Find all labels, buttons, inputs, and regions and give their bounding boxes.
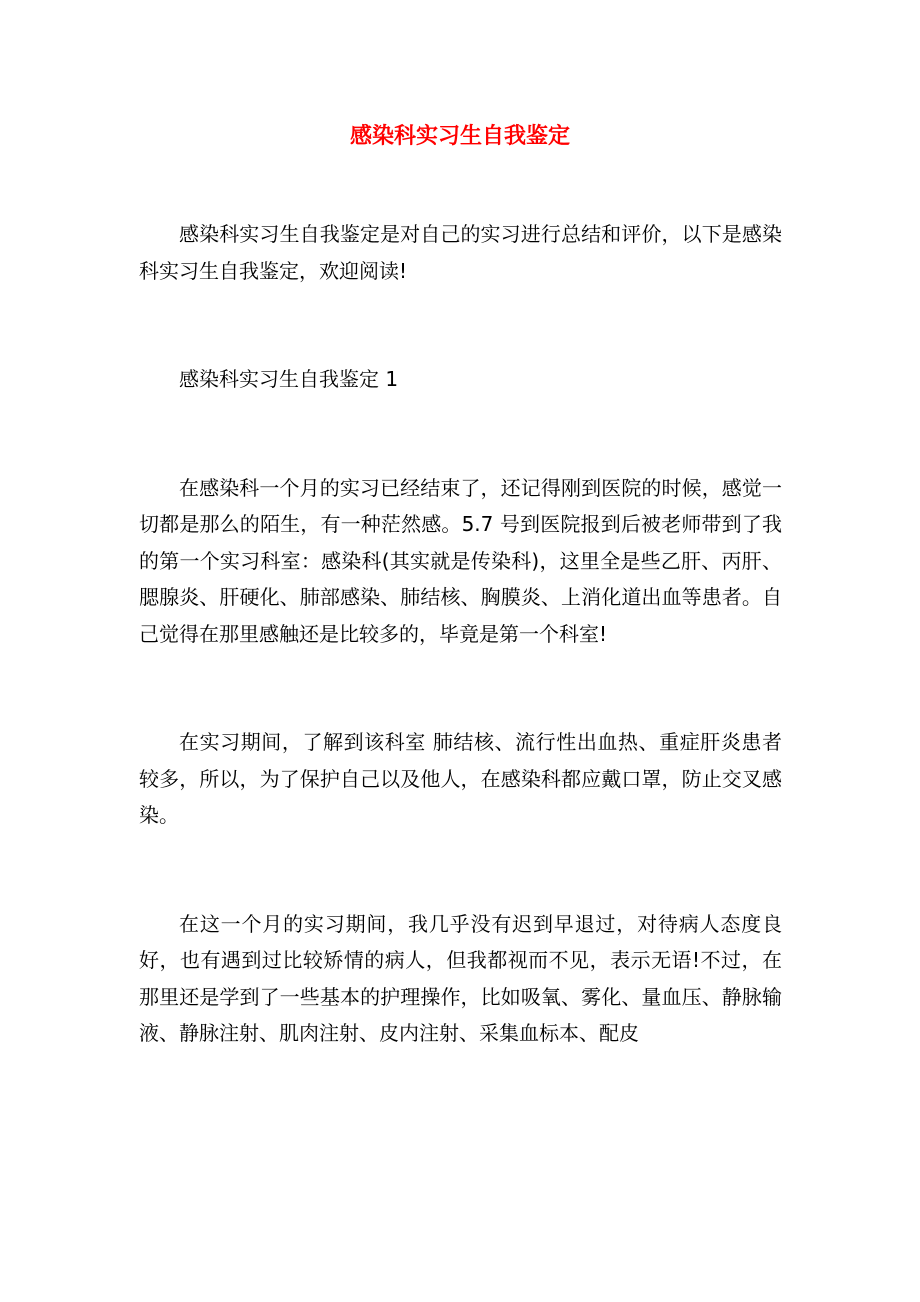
section-heading: 感染科实习生自我鉴定 1 (179, 367, 399, 391)
intro-paragraph: 感染科实习生自我鉴定是对自己的实习进行总结和评价，以下是感染科实习生自我鉴定，欢迎阅读! (139, 222, 782, 283)
body-paragraph: 在感染科一个月的实习已经结束了，还记得刚到医院的时候，感觉一切都是那么的陌生，有一种茫然感。5.7 号到医院报到后被老师带到了我的第一个实习科室：感染科(其实就是传染科)，这里全是些乙肝、丙肝、腮腺炎、肝硬化、肺部感染、肺结核、胸膜炎、上消化道出血等患者。自己觉得在那里感触还是比较多的，毕竟是第一个科室! (139, 475, 782, 646)
document-title: 感染科实习生自我鉴定 (349, 124, 570, 149)
document-body (139, 216, 782, 1052)
body-paragraph: 在实习期间，了解到该科室 肺结核、流行性出血热、重症肝炎患者较多，所以，为了保护自己以及他人，在感染科都应戴口罩，防止交叉感染。 (139, 730, 782, 827)
body-paragraph: 在这一个月的实习期间，我几乎没有迟到早退过，对待病人态度良好，也有遇到过比较矫情的病人，但我都视而不见，表示无语!不过，在那里还是学到了一些基本的护理操作，比如吸氧、雾化、量血压、静脉输液、静脉注射、肌肉注射、皮内注射、采集血标本、配皮 (139, 911, 782, 1045)
